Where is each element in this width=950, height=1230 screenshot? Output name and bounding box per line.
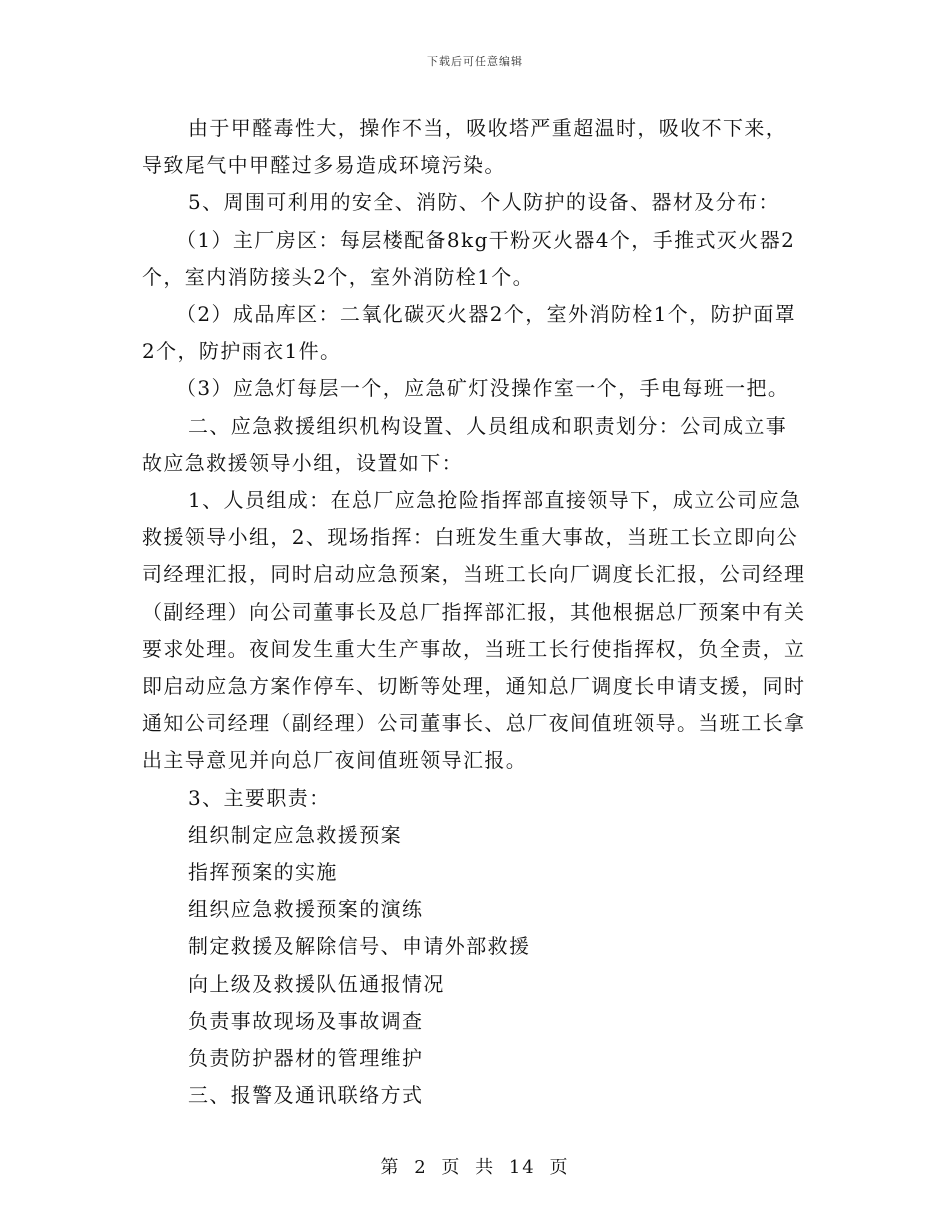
list-item-duty: 制定救援及解除信号、申请外部救援	[188, 934, 531, 959]
paragraph-personnel-and-command: 1、人员组成：在总厂应急抢险指挥部直接领导下，成立公司应急救援领导小组，2、现场指挥：白班发生重大事故，当班工长立即向公司经理汇报，同时启动应急预案，当班工长向厂调度长汇报，公司经理（副经理）向公司董事长及总厂指挥部汇报，其他根据总厂预案中有关要求处理。夜间发生重大生产事故，当班工长行使指挥权，负全责，立即启动应急方案作停车、切断等处理，通知总厂调度长申请支援，同时通知公司经理（副经理）公司董事长、总厂夜间值班领导。当班工长拿出主导意见并向总厂夜间值班领导汇报。	[142, 488, 806, 773]
paragraph-warehouse-equipment: （2）成品库区：二氧化碳灭火器2个，室外消防栓1个，防护面罩2个，防护雨衣1件。	[142, 302, 797, 364]
paragraph-emergency-lights: （3）应急灯每层一个，应急矿灯没操作室一个，手电每班一把。	[176, 376, 790, 401]
page-header-note: 下载后可任意编辑	[427, 55, 523, 68]
paragraph-safety-equipment-heading: 5、周围可利用的安全、消防、个人防护的设备、器材及分布：	[188, 190, 780, 215]
list-item-duty: 指挥预案的实施	[188, 860, 338, 885]
paragraph-pollution-risk: 由于甲醛毒性大，操作不当，吸收塔严重超温时，吸收不下来，导致尾气中甲醛过多易造成环境污染。	[142, 116, 788, 178]
list-item-duty: 向上级及救援队伍通报情况	[188, 971, 445, 996]
document-body	[142, 110, 808, 1114]
list-item-duty: 组织制定应急救援预案	[188, 822, 402, 847]
paragraph-organization-heading: 二、应急救援组织机构设置、人员组成和职责划分：公司成立事故应急救援领导小组，设置如下：	[142, 413, 788, 475]
paragraph-main-plant-equipment: （1）主厂房区：每层楼配备8kg干粉灭火器4个，手推式灭火器2个，室内消防接头2个，室外消防栓1个。	[142, 227, 796, 289]
page-number: 第 2 页 共 14 页	[380, 1157, 570, 1178]
list-item-duty: 负责防护器材的管理维护	[188, 1046, 424, 1071]
list-item-duty: 组织应急救援预案的演练	[188, 897, 424, 922]
list-item-duty: 负责事故现场及事故调查	[188, 1008, 424, 1033]
paragraph-duties-heading: 3、主要职责：	[188, 785, 331, 810]
section-heading-alarm-communication: 三、报警及通讯联络方式	[188, 1083, 424, 1108]
